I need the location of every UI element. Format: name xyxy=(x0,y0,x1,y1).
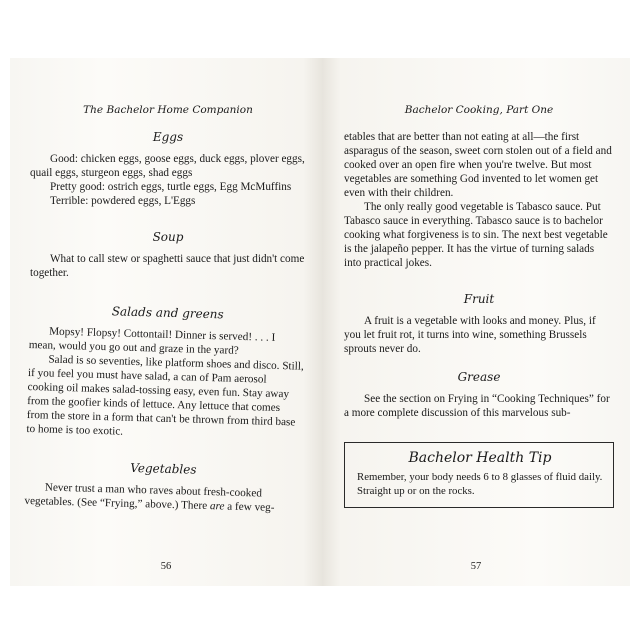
right-page-number: 57 xyxy=(470,561,482,572)
salads-heading: Salads and greens xyxy=(111,304,224,322)
salads-paragraph-2: Salad is so seventies, like platform shoes and disco. Still, if you feel you must have salad, a can of Pam aerosol cooking oil makes salad-tossing easy, even fun. Stay away from the goofier kinds of lettuce. Any lettuce that comes from the store in a form that can't be thrown from third base to home is too exotic. xyxy=(26,353,304,438)
tilted-text-block xyxy=(24,302,306,516)
eggs-terrible-line: Terrible: powdered eggs, L'Eggs xyxy=(50,195,196,207)
vegetables-continued-paragraph: etables that are better than not eating at all—the first asparagus of the season, sweet corn stolen out of a field and cooked over an open fire when you're twelve. But most vegetables are something God invented to let women get even with their children. xyxy=(344,131,612,199)
vegetables-text xyxy=(24,480,301,516)
vegetables-text-end: a few veg- xyxy=(224,500,275,514)
grease-text: See the section on Frying in “Cooking Techniques” for a more complete discussion of this marvelous sub- xyxy=(344,393,610,419)
vegetables-text-start: Never trust a man who raves about fresh-cooked vegetables. (See “Frying,” above.) There xyxy=(24,481,263,513)
eggs-pretty-good-line: Pretty good: ostrich eggs, turtle eggs, Egg McMuffins xyxy=(50,181,292,193)
health-tip-box xyxy=(344,442,614,508)
soup-text: What to call stew or spaghetti sauce that just didn't come together. xyxy=(30,253,305,279)
left-running-head: The Bachelor Home Companion xyxy=(83,104,253,116)
vegetables-text-emphasis: are xyxy=(209,500,225,513)
tabasco-paragraph: The only really good vegetable is Tabasco sauce. Put Tabasco sauce in everything. Tabasco sauce is to bachelor cooking what forgiveness is to sin. The next best vegetable is the jalapeño pepper. It has the virtue of turning salads into practical jokes. xyxy=(344,201,608,269)
eggs-good-line: Good: chicken eggs, goose eggs, duck eggs, plover eggs, quail eggs, sturgeon eggs, shad eggs xyxy=(30,153,305,179)
health-tip-text: Remember, your body needs 6 to 8 glasses of fluid daily. Straight up or on the rocks. xyxy=(357,471,603,497)
eggs-heading: Eggs xyxy=(152,130,184,144)
soup-heading: Soup xyxy=(152,230,184,244)
salads-paragraph-1: Mopsy! Flopsy! Cottontail! Dinner is served! . . . I mean, would you go out and graze in the yard? xyxy=(28,325,276,357)
fruit-text: A fruit is a vegetable with looks and money. Plus, if you let fruit rot, it turns into wine, something Brussels sprouts never do. xyxy=(344,315,596,355)
health-tip-title: Bachelor Health Tip xyxy=(408,450,552,466)
right-running-head: Bachelor Cooking, Part One xyxy=(404,104,554,116)
fruit-heading: Fruit xyxy=(463,292,495,306)
right-page xyxy=(322,58,630,586)
left-page-number: 56 xyxy=(160,561,172,572)
grease-heading: Grease xyxy=(457,370,501,384)
book-spread xyxy=(10,58,630,586)
vegetables-heading: Vegetables xyxy=(130,460,197,477)
left-page xyxy=(10,58,322,586)
